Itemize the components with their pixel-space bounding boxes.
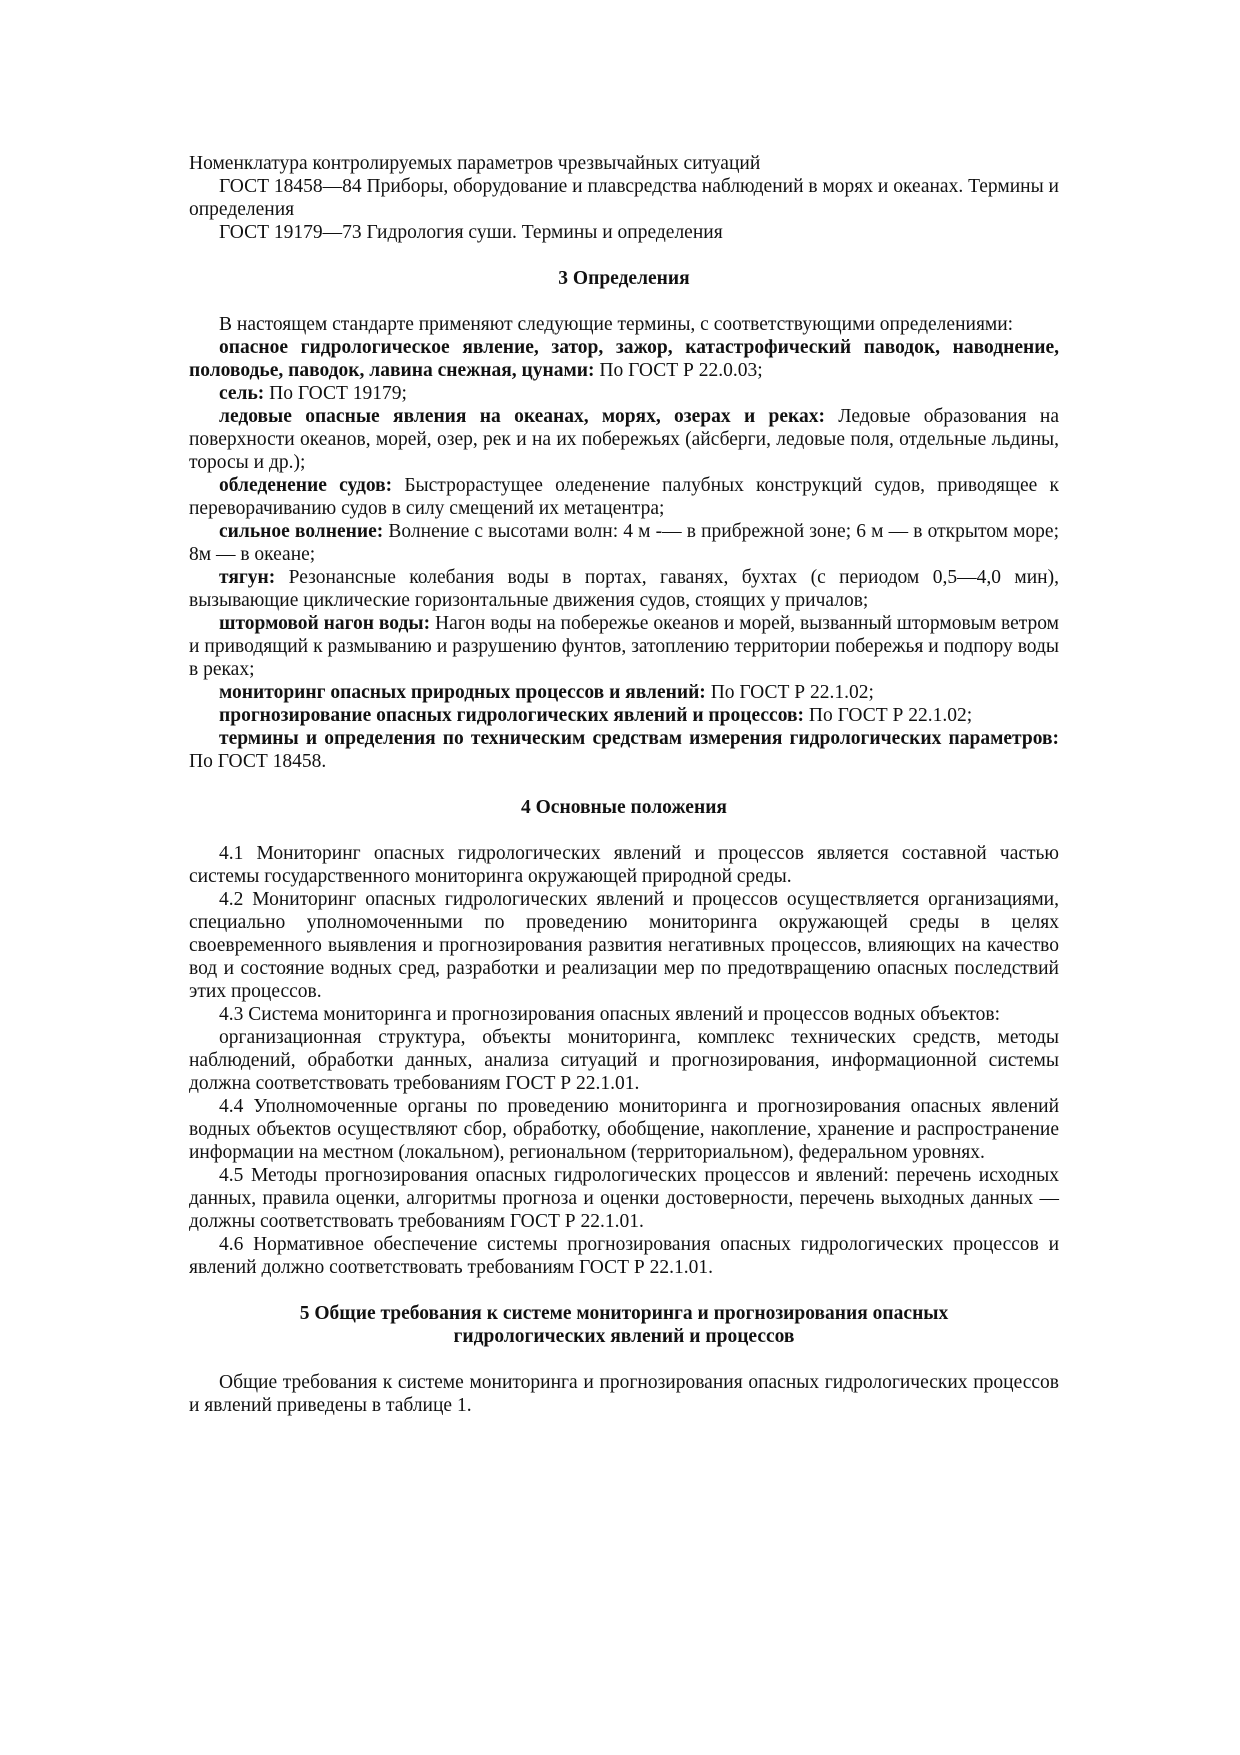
- definition-item: [189, 336, 1059, 382]
- clause-4-3-detail: организационная структура, объекты мониторинга, комплекс технических средств, методы наблюдений, обработки данных, анализа ситуаций и прогнозирования, информационной системы должна соответствовать требованиям ГОСТ Р 22.1.01.: [189, 1027, 1059, 1094]
- section-5-title-line2: гидрологических явлений и процессов: [453, 1326, 795, 1347]
- definition-term: термины и определения по техническим средствам измерения гидрологических параметров:: [219, 728, 1059, 749]
- definition-item: [189, 566, 1059, 612]
- definition-term: опасное гидрологическое явление, затор, зажор, катастрофический паводок, наводнение, половодье, паводок, лавина снежная, цунами:: [189, 337, 1059, 381]
- definition-text: По ГОСТ Р 22.0.03;: [594, 360, 763, 381]
- section-4-title: 4 Основные положения: [521, 797, 727, 818]
- definition-text: Нагон воды на побережье океанов и морей, вызванный штормовым ветром и приводящий к размыванию и разрушению фунтов, затоплению территории побережья и подпору воды в реках;: [189, 613, 1060, 680]
- reference-gost-19179: ГОСТ 19179—73 Гидрология суши. Термины и определения: [219, 222, 723, 243]
- definition-item: [189, 681, 1059, 704]
- clause-4-3: 4.3 Система мониторинга и прогнозирования опасных явлений и процессов водных объектов:: [219, 1004, 1001, 1025]
- definition-text: Ледовые образования на поверхности океанов, морей, озер, рек и на их побережьях (айсберги, ледовые поля, отдельные льдины, торосы и др.);: [189, 406, 1059, 473]
- definition-text: По ГОСТ Р 22.1.02;: [705, 682, 874, 703]
- definition-term: штормовой нагон воды:: [219, 613, 431, 634]
- definition-term: сильное волнение:: [219, 521, 384, 542]
- section-3-lead: В настоящем стандарте применяют следующие термины, с соответствующими определениями:: [219, 314, 1014, 335]
- reference-gost-18458: ГОСТ 18458—84 Приборы, оборудование и плавсредства наблюдений в морях и океанах. Термины и определения: [189, 176, 1059, 220]
- definition-item: [189, 382, 1059, 405]
- clause-4-5: 4.5 Методы прогнозирования опасных гидрологических процессов и явлений: перечень исходных данных, правила оценки, алгоритмы прогноза и оценки достоверности, перечень выходных данных — должны соответствовать требованиям ГОСТ Р 22.1.01.: [189, 1165, 1059, 1232]
- definition-term: обледенение судов:: [219, 475, 393, 496]
- section-5-title-line1: 5 Общие требования к системе мониторинга и прогнозирования опасных: [299, 1303, 949, 1324]
- clause-4-2: 4.2 Мониторинг опасных гидрологических явлений и процессов осуществляется организациями, специально уполномоченными по проведению мониторинга окружающей среды в целях своевременного выявления и прогнозирования развития негативных процессов, влияющих на качество вод и состояние водных сред, разработки и реализации мер по предотвращению опасных последствий этих процессов.: [189, 889, 1059, 1002]
- definition-term: тягун:: [219, 567, 276, 588]
- clause-4-4: 4.4 Уполномоченные органы по проведению мониторинга и прогнозирования опасных явлений водных объектов осуществляют сбор, обработку, обобщение, накопление, хранение и распространение информации на местном (локальном), региональном (территориальном), федеральном уровнях.: [189, 1096, 1059, 1163]
- definition-text: По ГОСТ 19179;: [264, 383, 407, 404]
- clause-4-1: 4.1 Мониторинг опасных гидрологических явлений и процессов является составной частью системы государственного мониторинга окружающей природной среды.: [189, 843, 1059, 887]
- definition-text: Быстрорастущее оледенение палубных конструкций судов, приводящее к переворачиванию судов в силу смещений их метацентра;: [189, 475, 1059, 519]
- intro-line: Номенклатура контролируемых параметров чрезвычайных ситуаций: [189, 153, 761, 174]
- clause-4-6: 4.6 Нормативное обеспечение системы прогнозирования опасных гидрологических процессов и явлений должно соответствовать требованиям ГОСТ Р 22.1.01.: [189, 1234, 1059, 1278]
- definition-term: сель:: [219, 383, 265, 404]
- definition-item: [189, 405, 1059, 474]
- definition-item: [189, 727, 1059, 773]
- section-5-title: [189, 1302, 1059, 1348]
- section-3-title: 3 Определения: [558, 268, 690, 289]
- definition-text: Волнение с высотами волн: 4 м -— в прибрежной зоне; 6 м — в открытом море; 8м — в океане;: [189, 521, 1059, 565]
- definition-item: [189, 704, 1059, 727]
- definition-item: [189, 612, 1059, 681]
- definition-term: прогнозирование опасных гидрологических явлений и процессов:: [219, 705, 804, 726]
- definition-text: По ГОСТ 18458.: [189, 751, 327, 772]
- definition-text: По ГОСТ Р 22.1.02;: [804, 705, 973, 726]
- definition-term: мониторинг опасных природных процессов и явлений:: [219, 682, 706, 703]
- definition-text: Резонансные колебания воды в портах, гаванях, бухтах (с периодом 0,5—4,0 мин), вызывающие циклические горизонтальные движения судов, стоящих у причалов;: [189, 567, 1059, 611]
- definition-item: [189, 474, 1059, 520]
- definition-term: ледовые опасные явления на океанах, морях, озерах и реках:: [219, 406, 825, 427]
- section-5-text: Общие требования к системе мониторинга и прогнозирования опасных гидрологических процессов и явлений приведены в таблице 1.: [189, 1372, 1059, 1416]
- definition-item: [189, 520, 1059, 566]
